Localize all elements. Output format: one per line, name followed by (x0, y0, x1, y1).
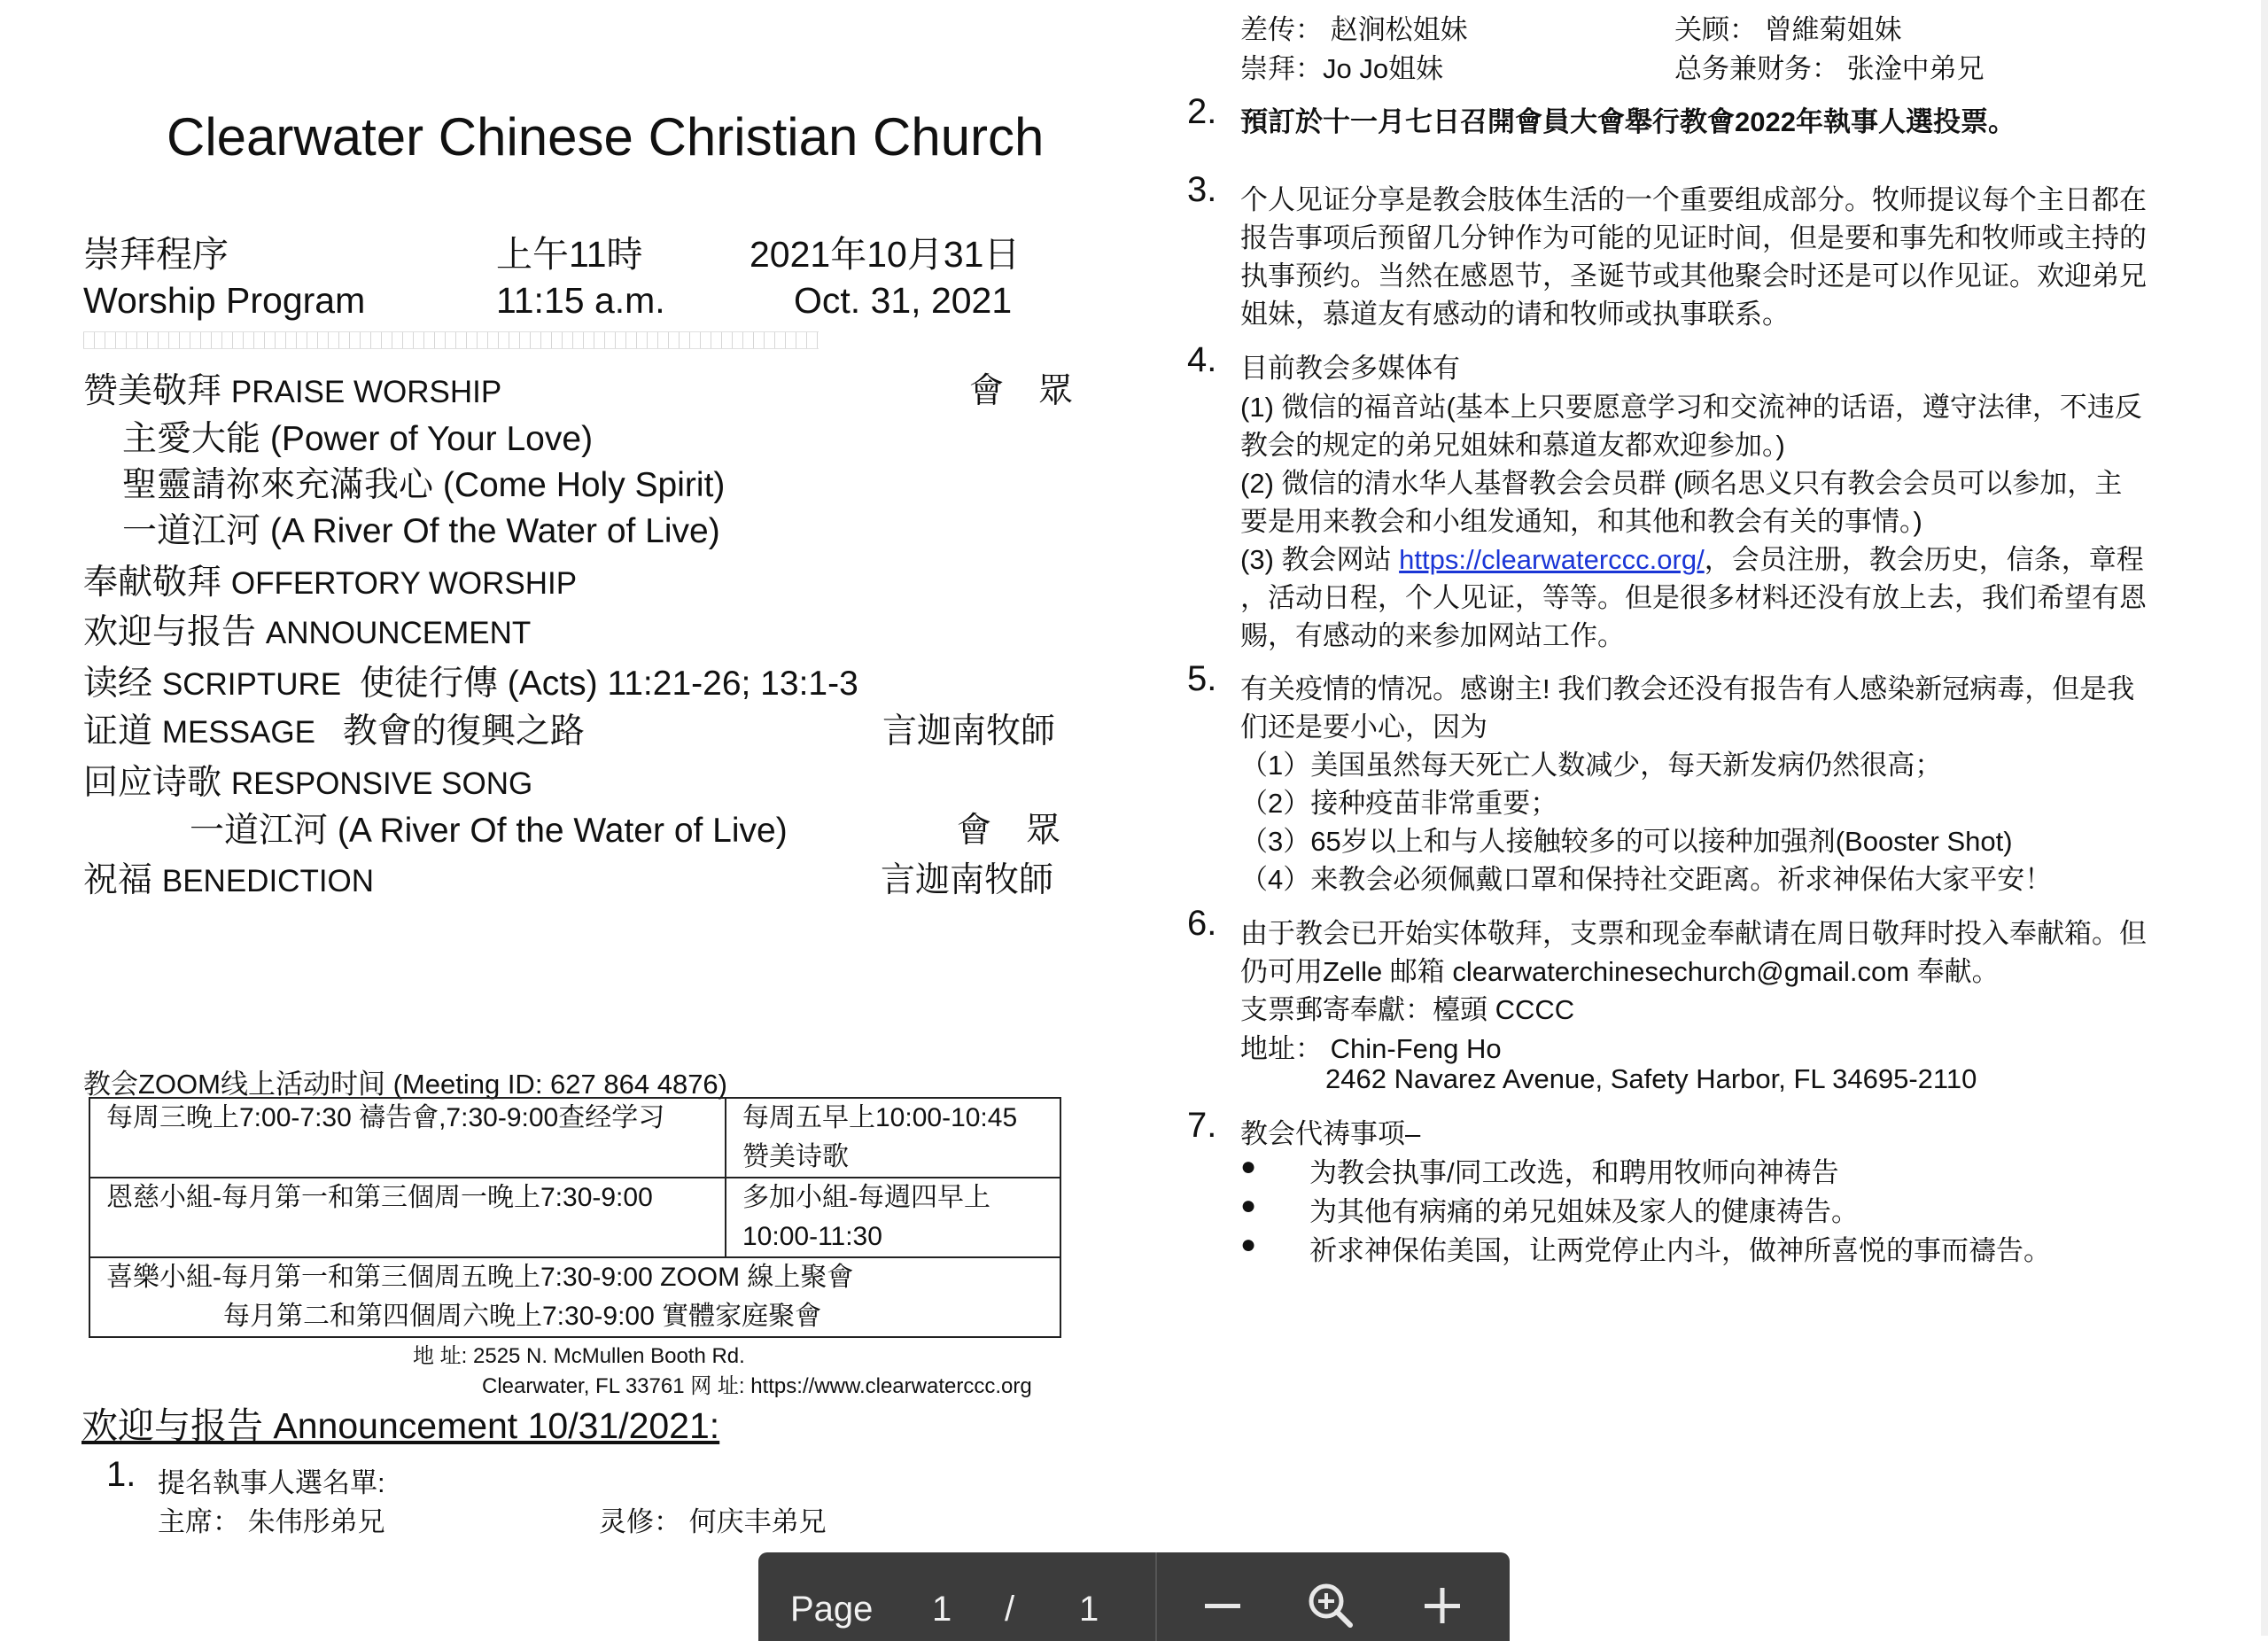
scripture-zh: 读经 (83, 665, 153, 703)
program-date-en: Oct. 31, 2021 (794, 280, 1013, 321)
message-who: 言迦南牧師 (882, 712, 1056, 751)
nominee-care: 关顾： 曾維菊姐妹 (1674, 14, 1902, 45)
response-zh: 回应诗歌 (83, 764, 222, 802)
prayer-item: 祈求神保佑美国，让两党停止内斗，做神所喜悦的事而禱告。 (1309, 1235, 2051, 1266)
announce-en: ANNOUNCEMENT (265, 616, 532, 650)
bullet-icon: ● (1240, 1191, 1257, 1220)
media-line: ，活动日程，个人见证，等等。但是很多材料还没有放上去，我们希望有恩 (1240, 582, 2147, 613)
offertory-en: OFFERTORY WORSHIP (230, 566, 578, 601)
song-3: 一道江河 (A River Of the Water of Live) (122, 512, 720, 550)
benediction-who: 言迦南牧師 (881, 861, 1054, 899)
offering-line: 地址： Chin-Feng Ho (1240, 1033, 1502, 1064)
cell-text: 每周三晚上7:00-7:30 禱告會,7:30-9:00查经学习 (106, 1103, 665, 1132)
nominee-worship: 崇拜：Jo Jo姐妹 (1240, 53, 1444, 84)
separator-line (83, 331, 819, 349)
program-offertory (83, 555, 577, 604)
prayer-item: 为其他有病痛的弟兄姐妹及家人的健康祷告。 (1309, 1196, 1859, 1227)
page-separator: / (1005, 1590, 1015, 1629)
prayer-title: 教会代祷事项– (1240, 1118, 1421, 1149)
cell-text: 10:00-11:30 (742, 1222, 882, 1251)
item-number: 7. (1187, 1106, 1217, 1145)
item-number: 5. (1187, 659, 1217, 698)
prayer-item: 为教会执事/同工改选，和聘用牧师向神祷告 (1309, 1157, 1839, 1188)
zoom-schedule-table (89, 1097, 1061, 1338)
announcement-3-line: 姐妹，慕道友有感动的请和牧师或执事联系。 (1240, 299, 1790, 330)
program-scripture (83, 656, 858, 705)
program-date-zh: 2021年10月31日 (750, 234, 1021, 275)
message-title: 教會的復興之路 (342, 712, 585, 751)
cell-text: 恩慈小組-每月第一和第三個周一晚上7:30-9:00 (106, 1183, 653, 1212)
media-line (1240, 537, 2144, 577)
table-row (89, 1257, 1060, 1337)
announcement-3-line: 报告事项后预留几分钟作为可能的见证时间，但是要和事先和牧师或主持的 (1240, 222, 2147, 253)
offertory-zh: 奉献敬拜 (83, 564, 222, 602)
praise-zh: 赞美敬拜 (83, 372, 222, 410)
covid-line: 们还是要小心，因为 (1240, 712, 1487, 743)
offering-line: 由于教会已开始实体敬拜，支票和现金奉献请在周日敬拜时投入奉献箱。但 (1240, 918, 2147, 949)
announce-zh: 欢迎与报告 (83, 613, 257, 651)
item-number: 4. (1187, 340, 1217, 379)
table-cell (726, 1178, 1060, 1257)
nominee-chair: 主席： 朱伟彤弟兄 (158, 1506, 385, 1537)
response-who: 會 眾 (957, 812, 1061, 850)
total-pages: 1 (1079, 1590, 1099, 1629)
message-en: MESSAGE (161, 715, 315, 750)
covid-line: （2）接种疫苗非常重要； (1240, 788, 1558, 819)
item-number: 1. (106, 1455, 136, 1494)
item-number: 2. (1187, 92, 1217, 131)
bullet-icon: ● (1240, 1152, 1257, 1181)
zoom-in-icon[interactable] (1416, 1579, 1469, 1632)
announcement-3-line: 个人见证分享是教会肢体生活的一个重要组成部分。牧师提议每个主日都在 (1240, 184, 2147, 215)
zoom-out-icon[interactable] (1196, 1579, 1249, 1632)
nominee-list-title: 提名執事人選名單: (158, 1467, 385, 1498)
response-en: RESPONSIVE SONG (230, 766, 533, 801)
nominee-mission: 差传： 赵涧松姐妹 (1240, 14, 1468, 45)
current-page[interactable]: 1 (932, 1590, 952, 1629)
nominee-spiritual: 灵修： 何庆丰弟兄 (599, 1506, 827, 1537)
covid-line: （4）来教会必须佩戴口罩和保持社交距离。祈求神保佑大家平安！ (1240, 864, 2053, 895)
cell-text: 每周五早上10:00-10:45 (742, 1103, 1018, 1132)
program-announcement (83, 604, 531, 654)
media-line: (1) 微信的福音站(基本上只要愿意学习和交流神的话语，遵守法律，不违反 (1240, 392, 2142, 423)
media-line: 要是用来教会和小组发通知，和其他和教会有关的事情。) (1240, 506, 1922, 537)
bullet-icon: ● (1240, 1230, 1257, 1259)
program-label-en: Worship Program (83, 280, 366, 321)
cell-text: 每月第二和第四個周六晚上7:30-9:00 實體家庭聚會 (223, 1302, 822, 1331)
offering-line: 支票郵寄奉獻：檯頭 CCCC (1240, 994, 1575, 1025)
offering-line: 2462 Navarez Avenue, Safety Harbor, FL 34695-2110 (1325, 1063, 1977, 1094)
item-number: 3. (1187, 170, 1217, 209)
program-response (83, 755, 532, 805)
nominee-finance: 总务兼财务： 张淦中弟兄 (1674, 53, 1984, 84)
benediction-zh: 祝福 (83, 861, 153, 899)
program-benediction (83, 852, 374, 902)
praise-en: PRAISE WORSHIP (230, 375, 502, 409)
church-website: Clearwater, FL 33761 网 址: https://www.clearwaterccc.org (482, 1374, 1032, 1398)
announcement-3-line: 执事预约。当然在感恩节，圣诞节或其他聚会时还是可以作见证。欢迎弟兄 (1240, 261, 2147, 292)
program-time-en: 11:15 a.m. (496, 280, 665, 321)
scripture-ref: 使徒行傳 (Acts) 11:21-26; 13:1-3 (359, 665, 858, 703)
offering-line: 仍可用Zelle 邮箱 clearwaterchinesechurch@gmail.com 奉献。 (1240, 956, 2000, 987)
covid-line: 有关疫情的情况。感谢主! 我们教会还没有报告有人感染新冠病毒，但是我 (1240, 673, 2135, 704)
table-row (89, 1098, 1060, 1178)
program-message (83, 704, 585, 753)
media-title: 目前教会多媒体有 (1240, 353, 1460, 384)
media-line: 教会的规定的弟兄姐妹和慕道友都欢迎参加。) (1240, 430, 1785, 461)
covid-line: （1）美国虽然每天死亡人数减少，每天新发病仍然很高； (1240, 750, 1943, 781)
announcements-title: 欢迎与报告 Announcement 10/31/2021: (82, 1405, 720, 1446)
program-time-zh: 上午11時 (496, 234, 643, 275)
program-label-zh: 崇拜程序 (83, 234, 229, 275)
toolbar-divider (1155, 1552, 1157, 1641)
cell-text: 赞美诗歌 (742, 1142, 849, 1171)
praise-who: 會 眾 (969, 372, 1074, 410)
website-link[interactable]: https://clearwaterccc.org/ (1399, 544, 1705, 575)
zoom-label: 教会ZOOM线上活动时间 (Meeting ID: 627 864 4876) (83, 1069, 728, 1100)
song-1: 主愛大能 (Power of Your Love) (122, 420, 594, 458)
table-cell (89, 1257, 1060, 1337)
song-2: 聖靈請祢來充滿我心 (Come Holy Spirit) (122, 466, 726, 504)
cell-text: 多加小組-每週四早上 (742, 1183, 990, 1212)
benediction-en: BENEDICTION (161, 864, 375, 898)
program-praise (83, 363, 501, 413)
page-toolbar (758, 1552, 1510, 1641)
table-cell (89, 1098, 726, 1178)
scripture-en: SCRIPTURE (161, 667, 342, 702)
scrollbar[interactable] (2261, 0, 2268, 1636)
media-text: ，会员注册，教会历史，信条，章程 (1704, 544, 2144, 575)
cell-text: 喜樂小組-每月第一和第三個周五晚上7:30-9:00 ZOOM 線上聚會 (106, 1263, 854, 1292)
table-cell (89, 1178, 726, 1257)
table-cell (726, 1098, 1060, 1178)
page-title: Clearwater Chinese Christian Church (167, 107, 1045, 167)
media-line: 赐，有感动的来参加网站工作。 (1240, 620, 1625, 651)
page-label: Page (790, 1590, 874, 1629)
covid-line: （3）65岁以上和与人接触较多的可以接种加强剂(Booster Shot) (1240, 826, 2013, 857)
media-line: (2) 微信的清水华人基督教会会员群 (顾名思义只有教会会员可以参加，主 (1240, 468, 2123, 499)
response-song: 一道江河 (A River Of the Water of Live) (190, 812, 788, 850)
zoom-fit-icon[interactable] (1304, 1579, 1357, 1632)
table-row (89, 1178, 1060, 1257)
church-address: 地 址: 2525 N. McMullen Booth Rd. (413, 1344, 745, 1368)
message-zh: 证道 (83, 712, 153, 751)
item-number: 6. (1187, 904, 1217, 943)
media-text: (3) 教会网站 (1240, 544, 1400, 575)
announcement-2: 預訂於十一月七日召開會員大會舉行教會2022年執事人選投票。 (1240, 106, 2016, 137)
